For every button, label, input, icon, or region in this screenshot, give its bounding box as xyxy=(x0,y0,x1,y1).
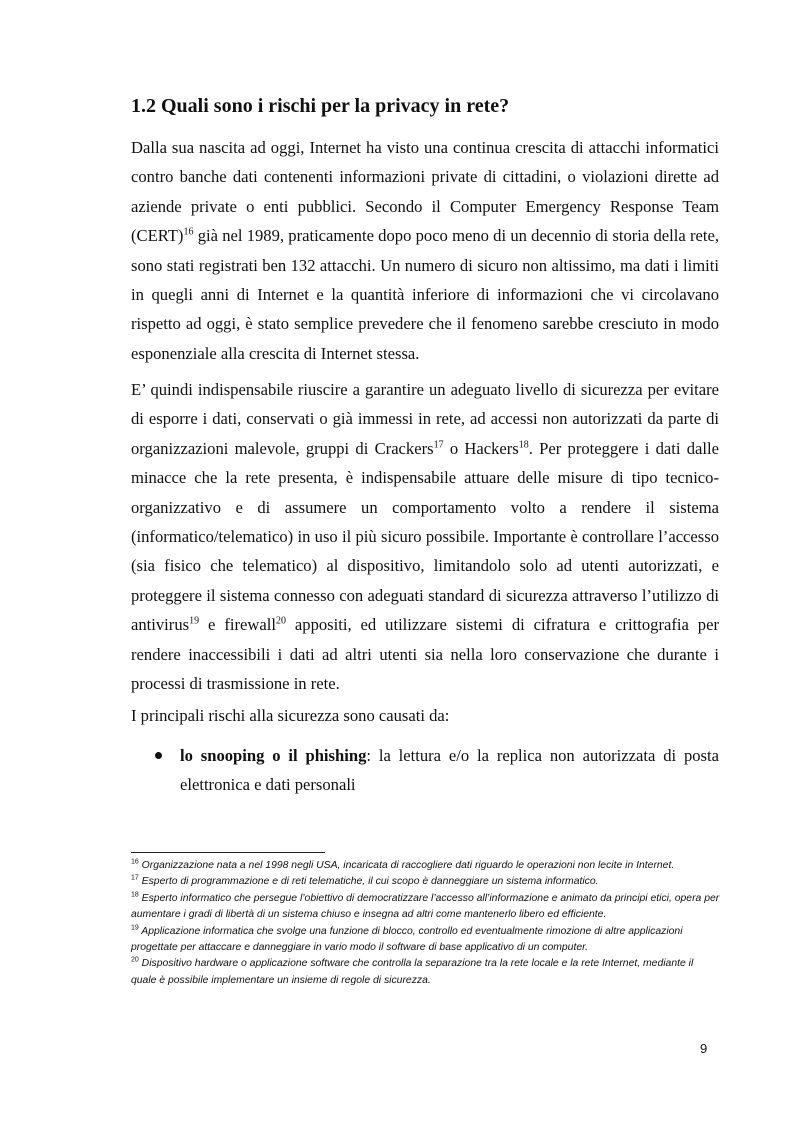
paragraph-text: E’ quindi indispensabile riuscire a garantire un adeguato livello di sicurezza per evitare di esporre i dati, conservati o già immessi in rete, ad accessi non autorizzati da parte di organizzazioni malevole, gruppi di Crackers xyxy=(131,380,719,458)
list-item xyxy=(131,741,719,800)
list-item-term: lo snooping o il phishing xyxy=(180,746,367,765)
footnote-18 xyxy=(131,891,721,924)
paragraph-text: appositi, ed utilizzare sistemi di cifratura e crittografia per rendere inaccessibili i dati ad altri utenti sia nella loro conservazione che durante i processi di trasmissione in rete. xyxy=(131,615,719,694)
footnote-separator xyxy=(131,852,325,853)
footnote-text: Esperto di programmazione e di reti telematiche, il cui scopo è danneggiare un sistema informatico. xyxy=(138,876,599,888)
footnotes xyxy=(131,858,721,989)
footnote-number: 19 xyxy=(131,924,139,932)
paragraph-text: e firewall xyxy=(199,615,276,635)
footnote-number: 18 xyxy=(131,891,139,899)
paragraph-privacy-attacks xyxy=(131,133,719,368)
footnote-ref-20: 20 xyxy=(275,615,286,627)
paragraph-risks-intro: I principali rischi alla sicurezza sono causati da: xyxy=(131,706,450,725)
footnote-number: 16 xyxy=(131,858,139,866)
paragraph-security-measures xyxy=(131,375,719,698)
footnote-17 xyxy=(131,874,721,890)
footnote-20 xyxy=(131,956,721,989)
footnote-text: Organizzazione nata a nel 1998 negli USA, incaricata di raccogliere dati riguardo le operazioni non lecite in Internet. xyxy=(138,860,675,871)
footnote-16 xyxy=(131,858,721,874)
list-item-text: : la lettura e/o la replica non autorizzata di posta elettronica e dati personali xyxy=(180,746,719,795)
footnote-number: 17 xyxy=(131,874,139,882)
footnote-text: Dispositivo hardware o applicazione software che controlla la separazione tra la rete locale e la rete Internet, mediante il quale è possibile implementare un insieme di regole di sicurezza. xyxy=(131,958,694,986)
page-number: 9 xyxy=(700,1041,708,1056)
paragraph-text: o Hackers xyxy=(443,438,519,458)
footnote-number: 20 xyxy=(131,956,139,964)
bullet-icon xyxy=(155,752,162,759)
paragraph-text: Dalla sua nascita ad oggi, Internet ha visto una continua crescita di attacchi informatici contro banche dati contenenti informazioni private di cittadini, o violazioni dirette ad aziende private o enti pubblici. Secondo il Computer Emergency Response Team (CERT) xyxy=(131,138,719,246)
section-heading: 1.2 Quali sono i rischi per la privacy in rete? xyxy=(131,95,510,117)
paragraph-text: già nel 1989, praticamente dopo poco meno di un decennio di storia della rete, sono stati registrati ben 132 attacchi. Un numero di sicuro non altissimo, ma dati i limiti in quegli anni di Internet e la quantità inferiore di informazioni che vi circolavano rispetto ad oggi, è stato semplice prevedere che il fenomeno sarebbe cresciuto in modo esponenziale alla crescita di Internet stessa. xyxy=(131,226,719,363)
footnote-text: Applicazione informatica che svolge una funzione di blocco, controllo ed eventualmente rimozione di altre applicazioni progettate per attaccare e danneggiare in vario modo il software di base applicativo di un computer. xyxy=(131,925,683,954)
footnote-ref-16: 16 xyxy=(183,226,194,238)
risks-list xyxy=(131,741,719,800)
footnote-ref-17: 17 xyxy=(433,439,444,451)
paragraph-text: . Per proteggere i dati dalle minacce che la rete presenta, è indispensabile attuare delle misure di tipo tecnico-organizzativo e di assumere un comportamento volto a rendere il sistema (informatico/telematico) in uso il più sicuro possibile. Importante è controllare l’accesso (sia fisico che telematico) al dispositivo, limitandolo solo ad utenti autorizzati, e proteggere il sistema connesso con adeguati standard di sicurezza attraverso l’utilizzo di antivirus xyxy=(131,438,719,635)
footnote-ref-18: 18 xyxy=(518,439,529,451)
footnote-ref-19: 19 xyxy=(189,615,200,627)
footnote-text: Esperto informatico che persegue l’obiettivo di democratizzare l’accesso all’informazione e animato da principi etici, opera per aumentare i gradi di libertà di un sistema chiuso e insegna ad altri come mantenerlo libero ed efficiente. xyxy=(131,892,720,921)
footnote-19 xyxy=(131,924,721,957)
